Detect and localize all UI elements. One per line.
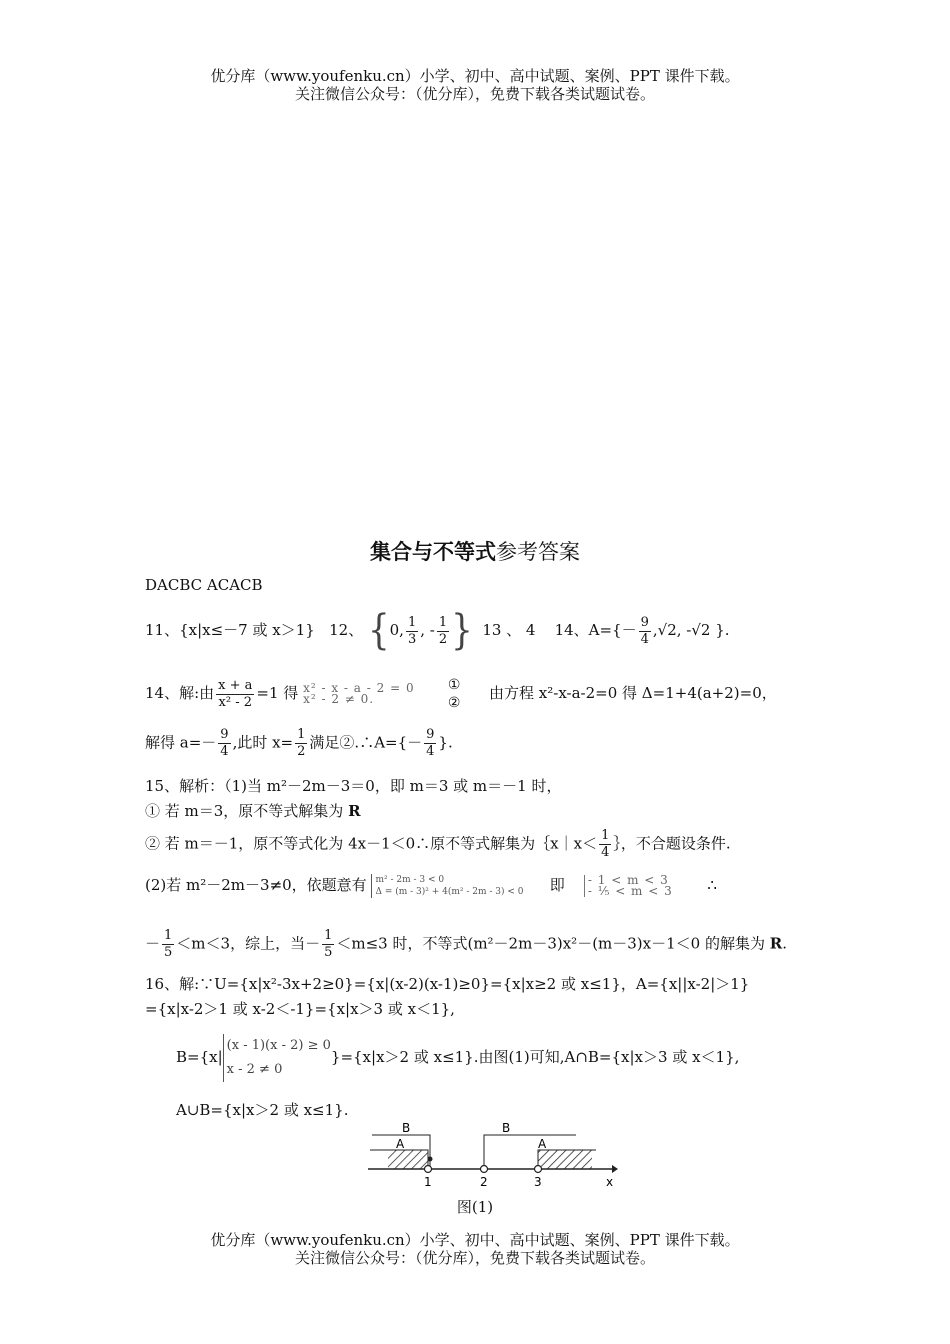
q14-frac-main-num: x + a bbox=[218, 677, 253, 693]
q15-l5-frac-1-den: 5 bbox=[164, 945, 173, 960]
q16-line-4: A∪B={x|x＞2 或 x≤1}. bbox=[176, 1101, 349, 1119]
label-a-right: A bbox=[538, 1137, 547, 1151]
q15-line-5 bbox=[145, 928, 787, 961]
q16-l3b: }={x|x＞2 或 x≤1}.由图(1)可知,A∩B={x|x＞3 或 x＜1}, bbox=[330, 1048, 740, 1066]
axis-label-x: x bbox=[606, 1175, 614, 1189]
q14b-t2: ,此时 x= bbox=[232, 733, 294, 752]
q12-frac-1-den: 3 bbox=[407, 631, 417, 647]
q14-frac-main-den: x² - 2 bbox=[218, 694, 253, 710]
q14-frac-main bbox=[216, 678, 254, 711]
q15-l4c: ∴ bbox=[707, 876, 717, 894]
label-a-left: A bbox=[396, 1137, 405, 1151]
q15-l5e: . bbox=[782, 934, 787, 953]
q16-line-1: 16、解:∵U={x|x²-3x+2≥0}={x|(x-2)(x-1)≥0}={x|x≥2 或 x≤1}，A={x||x-2|＞1} bbox=[145, 975, 750, 993]
q14-mark-1: ① bbox=[447, 677, 461, 693]
q14-prefix: 14、解:由 bbox=[145, 684, 215, 702]
set-a-left-hatch bbox=[388, 1150, 428, 1169]
q14b-t1: 解得 a=－ bbox=[145, 733, 217, 752]
header-line-2: 关注微信公众号：（优分库），免费下载各类试题试卷。 bbox=[294, 85, 655, 103]
q11-label: 11、 bbox=[145, 621, 180, 639]
point-1-closed bbox=[428, 1157, 433, 1162]
q14b-frac-2 bbox=[295, 727, 307, 760]
q14-solution-line bbox=[145, 676, 777, 712]
q15-l4-blur-system: - 1 < m < 3 - ⅕ < m < 3 bbox=[584, 875, 698, 897]
title-normal: 参考答案 bbox=[496, 540, 580, 564]
q12-frac-1-num: 1 bbox=[407, 614, 417, 630]
footer-line-1: 优分库（www.youfenku.cn）小学、初中、高中试题、案例、PPT 课件下载。 bbox=[210, 1231, 740, 1249]
q14-frac-num: 9 bbox=[640, 614, 649, 630]
point-2-open bbox=[481, 1166, 488, 1173]
q15-l3-frac bbox=[599, 828, 611, 861]
q15-l3a: ② 若 m＝－1，原不等式化为 4x－1＜0∴原不等式解集为｛x｜x＜ bbox=[145, 834, 598, 853]
q14-after-frac: =1 得 bbox=[256, 684, 299, 702]
figure-caption: 图(1) bbox=[456, 1198, 494, 1216]
tick-3: 3 bbox=[534, 1175, 542, 1189]
q15-l5b: ＜m＜3，综上，当－ bbox=[176, 934, 321, 953]
q15-l5-frac-2-den: 5 bbox=[324, 945, 333, 960]
answer-line-11-14 bbox=[145, 607, 730, 655]
q14b-frac-1 bbox=[218, 727, 230, 760]
point-1-open bbox=[425, 1166, 432, 1173]
q14-system-image: x² - x - a - 2 = 0 x² - 2 ≠ 0. bbox=[303, 681, 415, 706]
q16-l3-sys-1: (x - 1)(x - 2) ≥ 0 bbox=[226, 1038, 331, 1053]
q15-l5a: － bbox=[145, 934, 161, 953]
q16-line-3 bbox=[176, 1034, 739, 1082]
q14b-t4: }. bbox=[438, 733, 453, 752]
q14-frac-den: 4 bbox=[640, 631, 649, 647]
q16-l3-system bbox=[223, 1034, 331, 1082]
q15-l4-sys-1: m² - 2m - 3 < 0 bbox=[375, 875, 445, 885]
number-line-figure bbox=[360, 1118, 630, 1190]
q12-label: 12、 bbox=[329, 621, 364, 639]
q14-marks bbox=[448, 676, 461, 712]
q14-conclusion-line bbox=[145, 727, 453, 760]
q15-l5c: ＜m≤3 时，不等式(m²－2m－3)x²－(m－3)x－1＜0 的解集为 bbox=[336, 934, 770, 953]
footer-line-2: 关注微信公众号：（优分库），免费下载各类试题试卷。 bbox=[294, 1249, 655, 1267]
q12-frac-2-num: 1 bbox=[438, 614, 448, 630]
tick-1: 1 bbox=[424, 1175, 432, 1189]
q15-line-1: 15、解析：（1)当 m²－2m－3＝0，即 m＝3 或 m＝－1 时， bbox=[145, 777, 562, 795]
right-brace-icon: } bbox=[451, 607, 473, 655]
point-3-open bbox=[535, 1166, 542, 1173]
q14b-frac-2-num: 1 bbox=[297, 727, 306, 742]
q14-mark-2: ② bbox=[447, 695, 461, 711]
q15-l4a: (2)若 m²－2m－3≠0，依题意有 bbox=[145, 876, 367, 894]
label-b-left: B bbox=[402, 1121, 411, 1135]
q15-line-4 bbox=[145, 874, 717, 898]
x-axis-arrow-icon bbox=[612, 1165, 618, 1173]
header-line-1: 优分库（www.youfenku.cn）小学、初中、高中试题、案例、PPT 课件下载。 bbox=[210, 67, 740, 85]
q14b-frac-2-den: 2 bbox=[297, 744, 306, 759]
q11-answer: {x|x≤－7 或 x＞1} bbox=[179, 621, 315, 639]
q12-set-start: 0, bbox=[389, 621, 404, 639]
q14b-frac-3-den: 4 bbox=[426, 744, 435, 759]
q16-l3-sys-2: x - 2 ≠ 0 bbox=[226, 1062, 283, 1077]
q16-l3a: B={x| bbox=[176, 1048, 223, 1066]
q14b-frac-1-den: 4 bbox=[220, 744, 229, 759]
label-b-right: B bbox=[502, 1121, 511, 1135]
q12-frac-1 bbox=[406, 615, 418, 648]
q15-l3-frac-num: 1 bbox=[601, 828, 610, 843]
q15-l3b: ｝，不合题设条件. bbox=[613, 834, 731, 853]
q14-rest: ,√2, -√2 }. bbox=[652, 621, 730, 639]
q14b-frac-1-num: 9 bbox=[220, 727, 229, 742]
q15-l4-system bbox=[371, 874, 535, 898]
q15-l3-frac-den: 4 bbox=[601, 845, 610, 860]
tick-2: 2 bbox=[480, 1175, 488, 1189]
q12-frac-2-den: 2 bbox=[438, 631, 448, 647]
choice-answers: DACBC ACACB bbox=[145, 576, 263, 594]
q14b-t3: 满足②.∴A={－ bbox=[309, 733, 423, 752]
q15-l5-frac-2-num: 1 bbox=[324, 928, 333, 943]
q14b-frac-3 bbox=[424, 727, 436, 760]
q15-l5-frac-2 bbox=[322, 928, 334, 961]
q15-l4-sys-2: Δ = (m - 3)² + 4(m² - 2m - 3) < 0 bbox=[375, 887, 524, 897]
q12-sep: , - bbox=[420, 621, 435, 639]
q15-line-3 bbox=[145, 828, 731, 861]
q15-l5-frac-1 bbox=[162, 928, 174, 961]
q14-label: 14、A={－ bbox=[554, 621, 637, 639]
title-bold: 集合与不等式 bbox=[370, 539, 496, 564]
set-a-right-hatch bbox=[538, 1150, 592, 1169]
q15-l5-frac-1-num: 1 bbox=[164, 928, 173, 943]
q16-line-2: ={x|x-2＞1 或 x-2＜-1}={x|x＞3 或 x＜1}, bbox=[145, 1000, 455, 1018]
q15-l5d: R bbox=[769, 934, 783, 953]
page-title bbox=[0, 536, 950, 566]
q14b-frac-3-num: 9 bbox=[426, 727, 435, 742]
left-brace-icon: { bbox=[368, 607, 390, 655]
q12-frac-2 bbox=[437, 615, 449, 648]
q15-l2a: ① 若 m＝3，原不等式解集为 bbox=[145, 802, 349, 820]
q15-l4b: 即 bbox=[549, 876, 565, 894]
q14-frac bbox=[639, 615, 651, 648]
q13-answer: 13 、 4 bbox=[482, 621, 536, 639]
q15-line-2 bbox=[145, 800, 361, 821]
q14-delta-text: 由方程 x²-x-a-2=0 得 Δ=1+4(a+2)=0， bbox=[489, 684, 777, 702]
q15-l2b: R bbox=[348, 802, 361, 820]
